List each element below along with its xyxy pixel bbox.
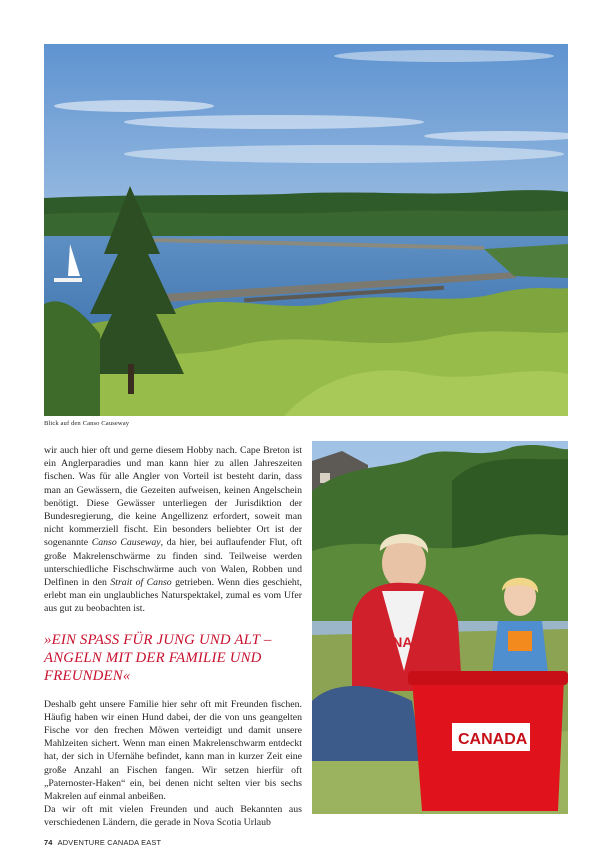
para1-text-a: wir auch hier oft und gerne diesem Hobby nach. Cape Breton ist ein Anglerparadies und man kann hier zu allen Jahreszeiten fischen. Was für alle Angler von Vorteil ist besteht darin, dass man an Gewässern, die Gezeiten aufweisen, keinen Angelschein benötigt. Diese Gewässer unterliegen der Jurisdiktion der Bundesregierung, die keine Angellizenz erfordert, soweit man nicht kommerziell fischt. Ein besonders beliebter Ort ist der sogenannte xyxy=(44,445,302,549)
family-photo xyxy=(312,441,568,814)
section-heading: »EIN SPASS FÜR JUNG UND ALT – ANGELN MIT DER FAMILIE UND FREUNDEN« xyxy=(44,631,272,684)
photo-caption: Blick auf den Canso Causeway xyxy=(44,420,130,427)
paragraph-1 xyxy=(44,444,302,616)
jacket-text: CANADA xyxy=(372,634,433,650)
canso-causeway-term: Canso Causeway xyxy=(91,537,161,549)
page-number: 74 xyxy=(44,838,53,847)
para1-text-b: , da hier, bei auflaufender Flut, oft große Makrelenschwärme zu finden sind. Teilweise werden unterschiedliche Fischschwärme auch von Walen, Robben und Delfinen in den xyxy=(44,537,302,589)
article-column xyxy=(44,444,302,830)
causeway-photo xyxy=(44,44,568,416)
magazine-name: ADVENTURE CANADA EAST xyxy=(57,838,162,847)
strait-of-canso-term: Strait of Canso xyxy=(110,577,172,589)
bucket-text: CANADA xyxy=(458,731,528,748)
para1-text-c: getrieben. Wenn dies geschieht, erlebt man ein unglaubliches Naturspektakel, zumal es vom Ufer aus gut zu beobachten ist. xyxy=(44,577,302,615)
paragraph-3: Da wir oft mit vielen Freunden und auch Bekannten aus verschiedenen Ländern, die gerade in Nova Scotia Urlaub xyxy=(44,804,302,829)
page-footer xyxy=(44,838,161,847)
paragraph-2: Deshalb geht unsere Familie hier sehr oft mit Freunden fischen. Häufig haben wir einen Hund dabei, der die von uns geangelten Fische vor den frechen Möwen verteidigt und damit unsere Mahlzeiten sichert. Wenn man einen Makrelenschwarm entdeckt hat, der sich in Ufernähe befindet, kann man in kurzer Zeit eine große Anzahl an Fischen fangen. Wir setzen hierfür oft „Paternoster-Haken“ ein, bei denen nicht selten vier bis sechs Makrelen auf einmal anbeißen. xyxy=(44,698,302,803)
